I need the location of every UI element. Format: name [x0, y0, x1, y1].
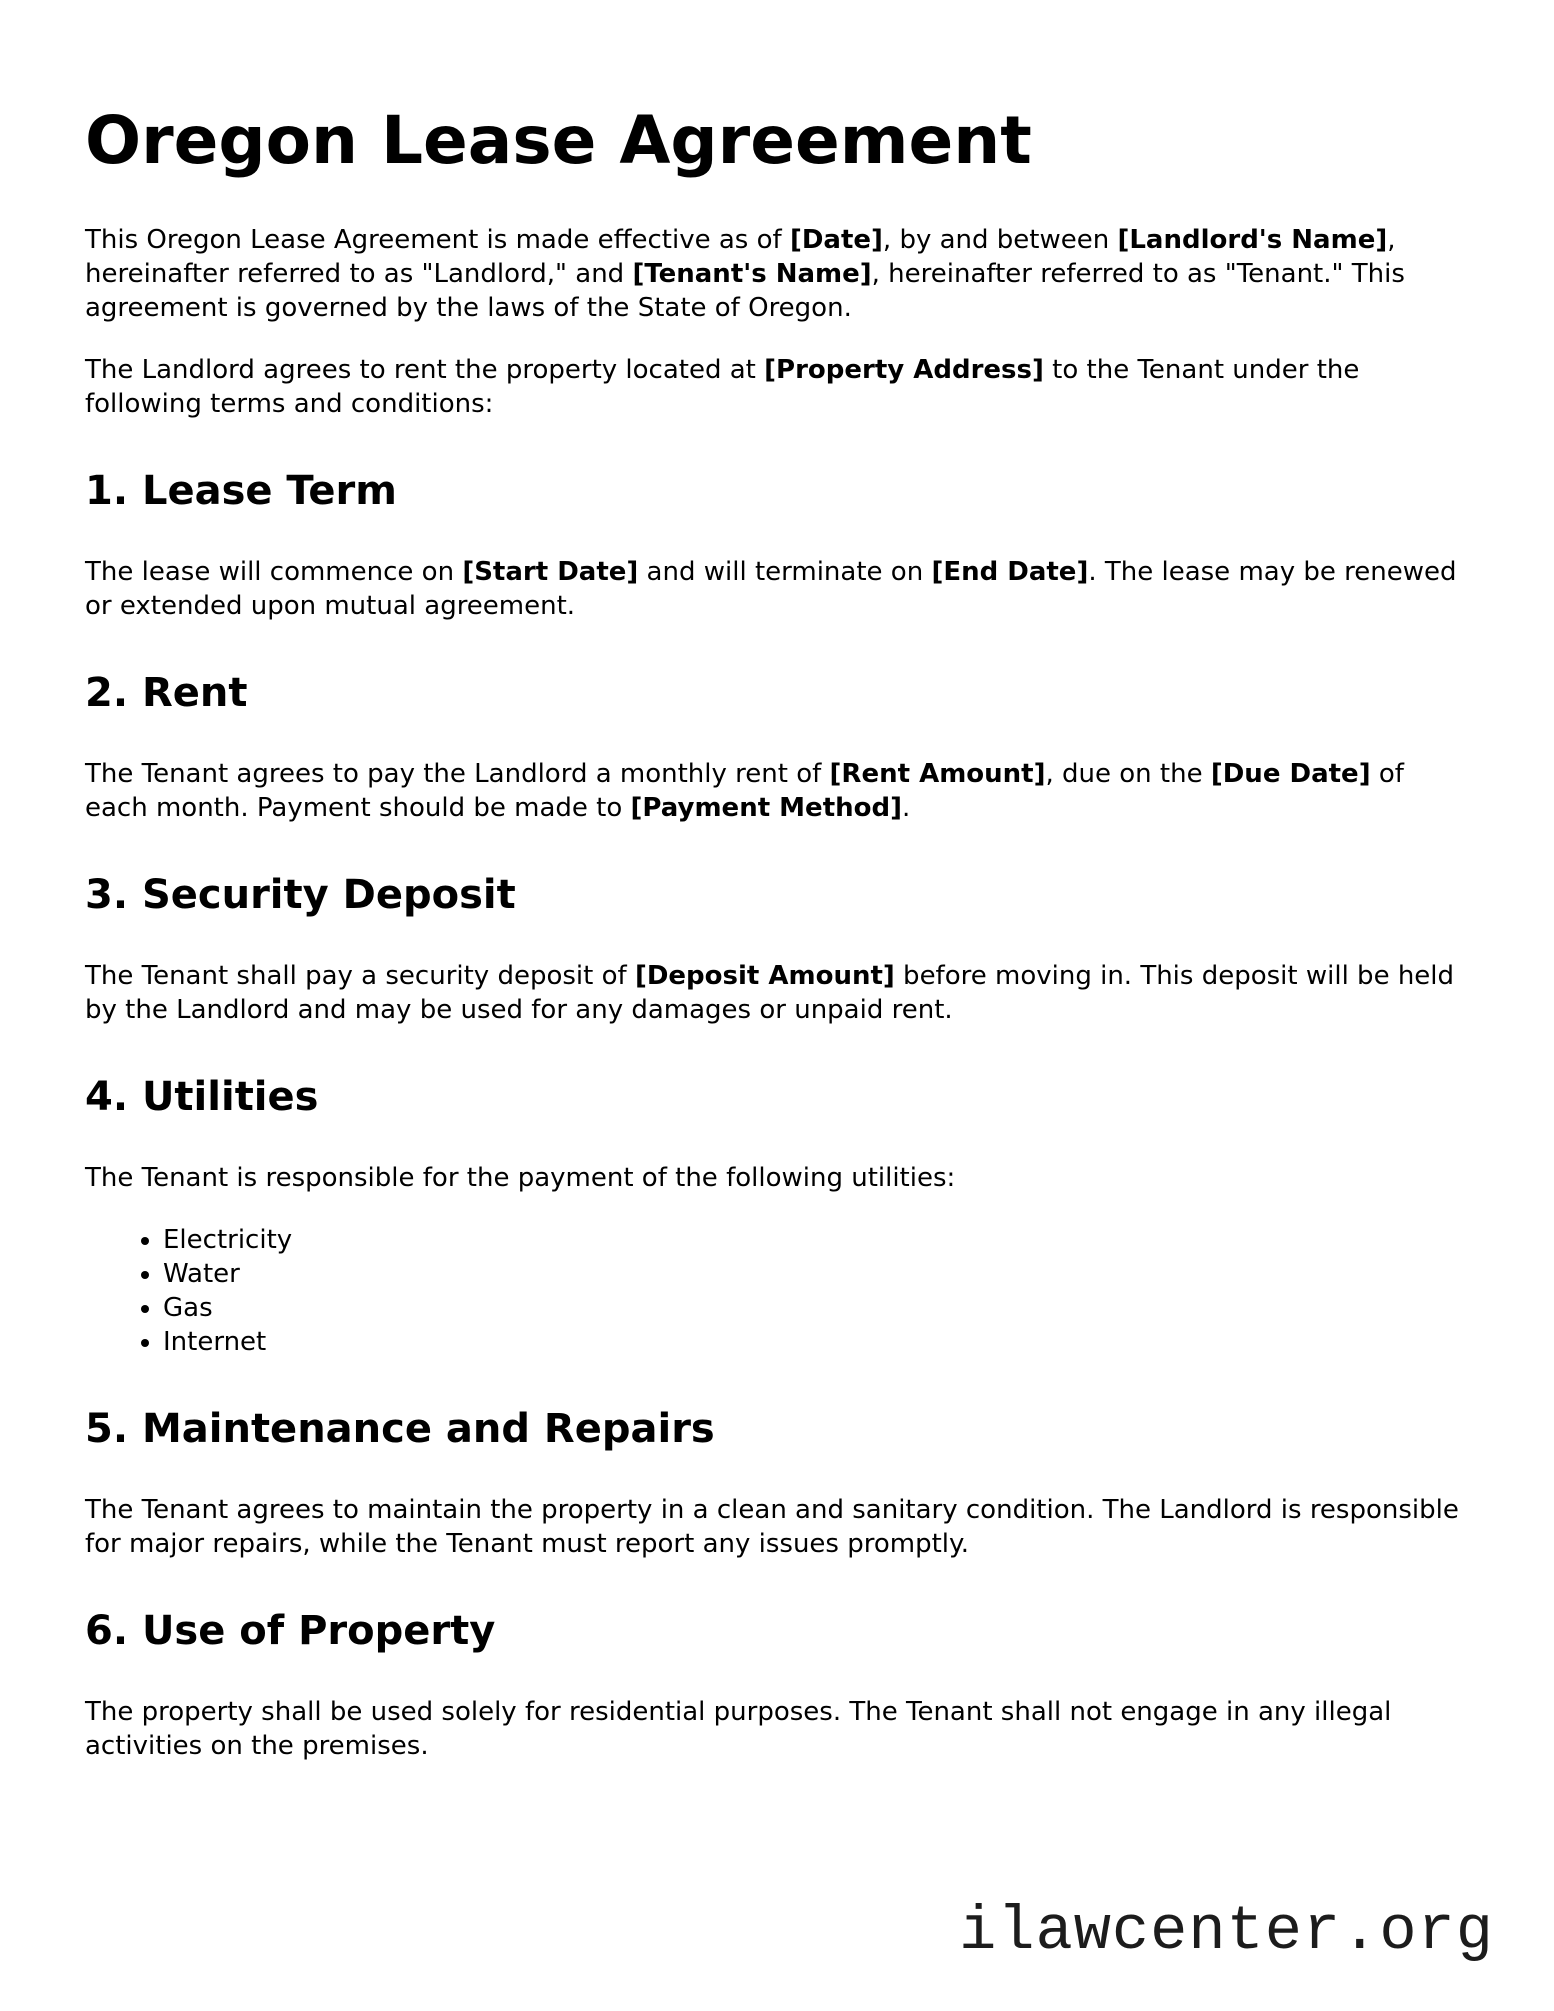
list-item: • Water [163, 1257, 1469, 1291]
placeholder-field: [Rent Amount] [829, 758, 1046, 789]
body-text: . The lease may be renewed or extended upon mutual agreement. [85, 556, 1457, 621]
body-text: and will terminate on [638, 556, 932, 587]
placeholder-field: [End Date] [931, 556, 1089, 587]
document-title: Oregon Lease Agreement [85, 102, 1032, 179]
body-text: The Tenant shall pay a security deposit of [85, 960, 635, 991]
section-paragraph [85, 555, 1469, 623]
placeholder-field: [Property Address] [764, 354, 1044, 385]
placeholder-field: [Date] [789, 224, 883, 255]
list-item: • Internet [163, 1325, 1469, 1359]
section-heading: 3. Security Deposit [85, 871, 516, 918]
section-paragraph [85, 1493, 1469, 1561]
body-text: This Oregon Lease Agreement is made effective as of [85, 224, 790, 255]
placeholder-field: [Landlord's Name] [1117, 224, 1388, 255]
list-item: • Electricity [163, 1223, 1469, 1257]
section-heading: 4. Utilities [85, 1073, 319, 1120]
section-heading: 6. Use of Property [85, 1607, 496, 1654]
body-text: The Tenant is responsible for the payment of the following utilities: [85, 1162, 956, 1193]
section-heading: 5. Maintenance and Repairs [85, 1405, 715, 1452]
body-text: before moving in. This deposit will be held by the Landlord and may be used for any damages or unpaid rent. [85, 960, 1455, 1025]
list-item: • Gas [163, 1291, 1469, 1325]
footer-watermark: ilawcenter.org [959, 1896, 1494, 1967]
body-text: , hereinafter referred to as "Tenant." This agreement is governed by the laws of the State of Oregon. [85, 258, 1405, 323]
body-text: , by and between [882, 224, 1118, 255]
body-text: The Landlord agrees to rent the property located at [85, 354, 765, 385]
body-text: The lease will commence on [85, 556, 463, 587]
section-paragraph [85, 959, 1469, 1027]
placeholder-field: [Tenant's Name] [632, 258, 872, 289]
placeholder-field: [Deposit Amount] [634, 960, 895, 991]
body-text: The property shall be used solely for residential purposes. The Tenant shall not engage in any illegal activities on the premises. [85, 1696, 1392, 1761]
utilities-list [85, 1223, 1469, 1359]
section-paragraph [85, 1161, 1469, 1195]
body-text: to the Tenant under the following terms and conditions: [85, 354, 1360, 419]
section-paragraph [85, 1695, 1469, 1763]
body-text: of each month. Payment should be made to [85, 758, 1404, 823]
section-heading: 2. Rent [85, 669, 248, 716]
placeholder-field: [Due Date] [1210, 758, 1371, 789]
body-text: The Tenant agrees to maintain the property in a clean and sanitary condition. The Landlord is responsible for major repairs, while the Tenant must report any issues promptly. [85, 1494, 1459, 1559]
placeholder-field: [Payment Method] [630, 792, 902, 823]
body-text: , due on the [1045, 758, 1211, 789]
intro-paragraph [85, 353, 1469, 421]
intro-paragraph [85, 223, 1469, 325]
section-heading: 1. Lease Term [85, 467, 397, 514]
document-body [85, 223, 1469, 1763]
placeholder-field: [Start Date] [462, 556, 639, 587]
body-text: The Tenant agrees to pay the Landlord a monthly rent of [85, 758, 830, 789]
body-text: . [901, 792, 911, 823]
section-paragraph [85, 757, 1469, 825]
body-text: , hereinafter referred to as "Landlord," and [85, 224, 1396, 289]
